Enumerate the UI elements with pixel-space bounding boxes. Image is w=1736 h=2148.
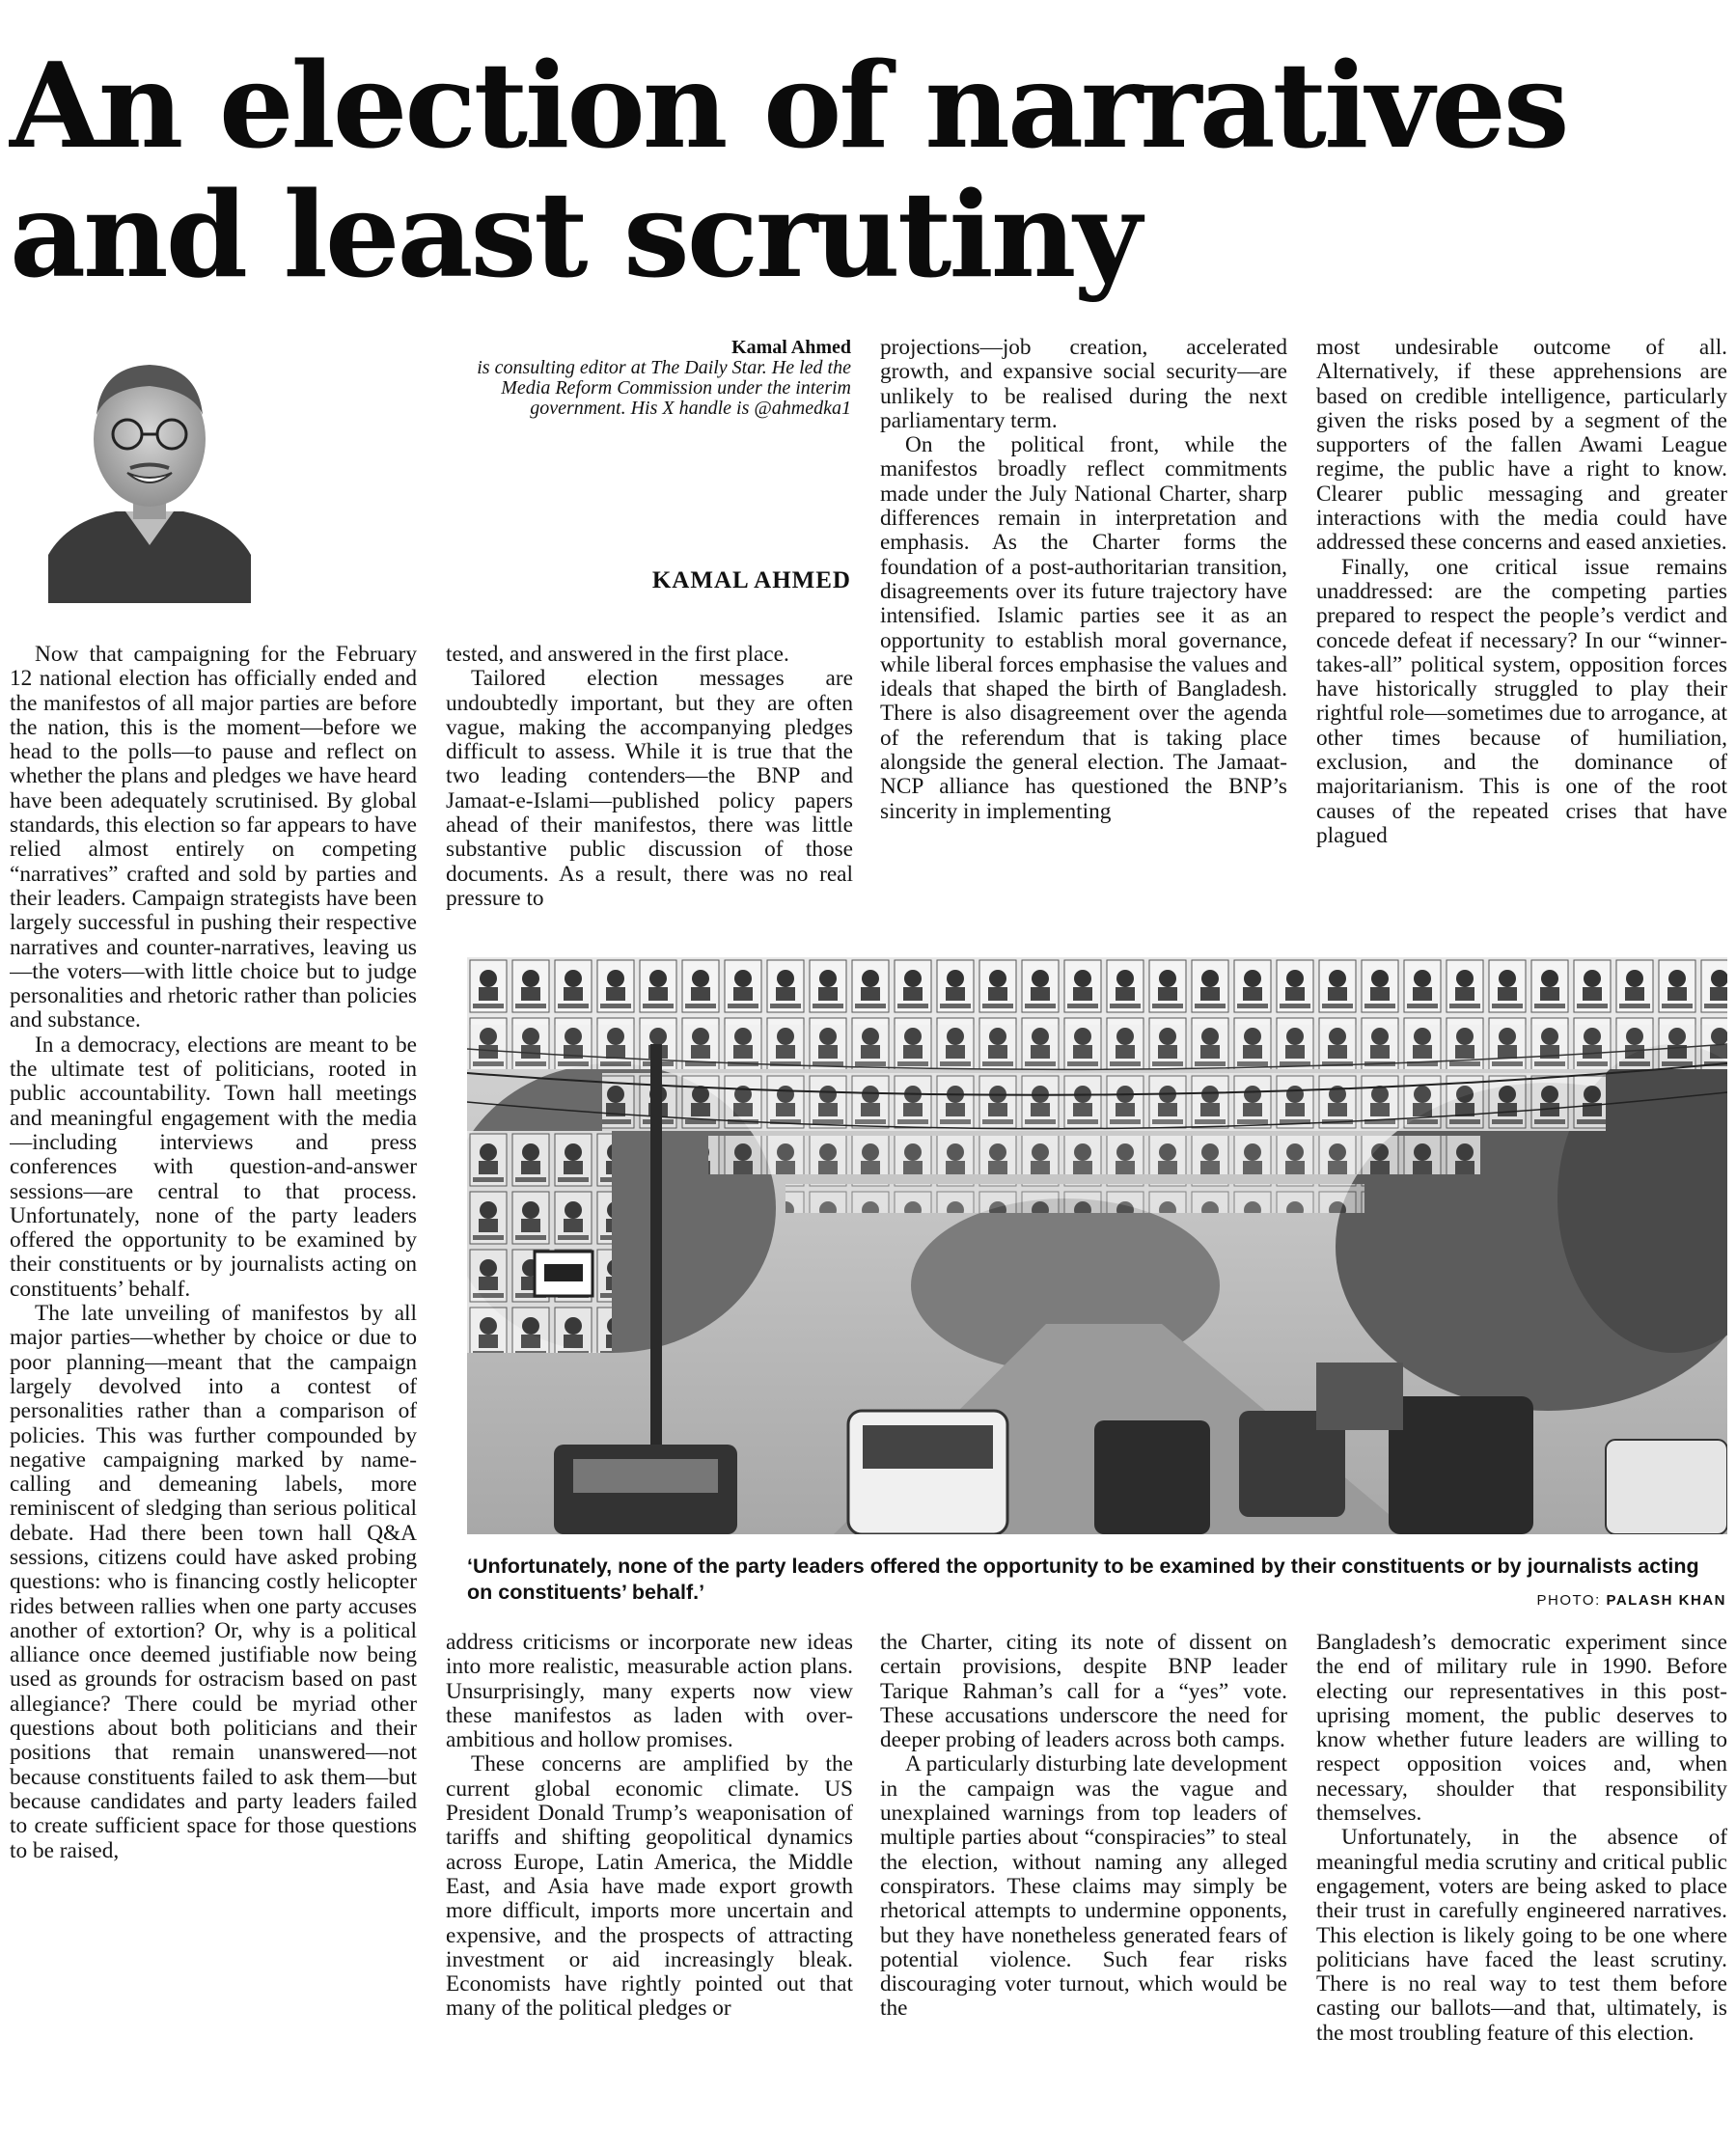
headline-line-1: An election of narratives [10, 36, 1567, 175]
byline: KAMAL AHMED [651, 567, 851, 593]
photo-credit [1537, 1592, 1726, 1609]
article-column-4-top [1316, 336, 1727, 939]
election-posters-street-image [467, 957, 1727, 1534]
street-photo [467, 957, 1727, 1534]
paragraph: These concerns are amplified by the current global economic climate. US President Donald Trump’s weaponisation of tariffs and shifting geopolitical dynamics across Europe, Latin America, the Middle East, and Asia have made export growth more difficult, imports more uncertain and expensive, and the prospects of attracting investment or aid increasingly bleak. Economists have rightly pointed out that many of the political pledges or [446, 1751, 853, 2022]
photo-credit-name: PALASH KHAN [1606, 1592, 1726, 1609]
author-portrait-illustration [48, 338, 251, 603]
paragraph: The late unveiling of manifestos by all major parties—whether by choice or due to poor planning—meant that the campaign largely devolved into a contest of personalities rather than a comparison of policies. This was further compounded by negative campaigning marked by name-calling and demeaning labels, more reminiscent of sledging than serious political debate. Had there been town hall Q&A sessions, citizens could have asked probing questions: who is financing costly helicopter rides between rallies when one party accuses another of extortion? Or, why is a political alliance once deemed justifiable now being used as grounds for ostracism based on past allegiance? There could be myriad other questions about both politicians and their positions that remain unanswered—not because constituents failed to ask them—but because candidates and party leaders failed to create sufficient space for those questions to be raised, [10, 1301, 417, 1863]
paragraph: projections—job creation, accelerated growth, and expansive social security—are unlikely to be realised during the next parliamentary term. [880, 336, 1287, 433]
photo-caption: ‘Unfortunately, none of the party leaders offered the opportunity to be examined by their constituents or by journalists acting on constituents’ behalf.’ [467, 1555, 1699, 1604]
author-name: Kamal Ahmed [731, 337, 851, 358]
headline [10, 36, 1708, 304]
headline-line-2: and least scrutiny [10, 165, 1140, 304]
paragraph: A particularly disturbing late development in the campaign was the vague and unexplained warnings from top leaders of multiple parties about “conspiracies” to steal the election, without naming any alleged conspirators. These claims may simply be rhetorical attempts to undermine opponents, but they have nonetheless generated fears of potential violence. Such fear risks discouraging voter turnout, which would be the [880, 1751, 1287, 2022]
paragraph: Bangladesh’s democratic experiment since the end of military rule in 1990. Before electing our representatives in this post-uprising moment, the public deserves to know whether future leaders are willing to respect opposition voices and, when necessary, shoulder that responsibility themselves. [1316, 1631, 1727, 1827]
paragraph: On the political front, while the manifestos broadly reflect commitments made under the July National Charter, sharp differences remain in interpretation and emphasis. As the Charter forms the foundation of a post-authoritarian transition, disagreements over its future trajectory have intensified. Islamic parties see it as an opportunity to establish moral governance, while liberal forces emphasise the values and ideals that shaped the birth of Bangladesh. There is also disagreement over the agenda of the referendum that is taking place alongside the general election. The Jamaat-NCP alliance has questioned the BNP’s sincerity in implementing [880, 432, 1287, 824]
author-portrait [48, 338, 251, 603]
author-info [434, 338, 851, 419]
article-column-4-bottom [1316, 1631, 1727, 2145]
paragraph: the Charter, citing its note of dissent on certain provisions, despite BNP leader Tarique Rahman’s call for a “yes” vote. These accusations underscore the need for deeper probing of leaders across both camps. [880, 1631, 1287, 1753]
paragraph: most undesirable outcome of all. Alternatively, if these apprehensions are based on credible intelligence, particularly given the risks posed by a segment of the supporters of the fallen Awami League regime, the public have a right to know. Clearer public messaging and greater interactions with the media could have addressed these concerns and eased anxieties. [1316, 336, 1727, 556]
paragraph: address criticisms or incorporate new ideas into more realistic, measurable action plans. Unsurprisingly, many experts now view these manifestos as laden with over-ambitious and hollow promises. [446, 1631, 853, 1753]
article-column-3-bottom [880, 1631, 1287, 2145]
article-column-1 [10, 643, 417, 2143]
paragraph: In a democracy, elections are meant to be the ultimate test of politicians, rooted in public accountability. Town hall meetings and meaningful engagement with the media—including interviews and press conferences with question-and-answer sessions—are central to that process. Unfortunately, none of the party leaders offered the opportunity to be examined by their constituents or by journalists acting on constituents’ behalf. [10, 1032, 417, 1302]
article-column-2-bottom [446, 1631, 853, 2145]
paragraph: Now that campaigning for the February 12 national election has officially ended and the manifestos of all major parties are before the nation, this is the moment—before we head to the polls—to pause and reflect on whether the plans and pledges we have heard have been adequately scrutinised. By global standards, this election so far appears to have relied almost entirely on competing “narratives” crafted and sold by parties and their leaders. Campaign strategists have been largely successful in pushing their respective narratives and counter-narratives, leaving us—the voters—with little choice but to judge personalities and rhetoric rather than policies and substance. [10, 643, 417, 1033]
article-column-2-top [446, 643, 853, 942]
paragraph: Finally, one critical issue remains unaddressed: are the competing parties prepared to respect the people’s verdict and concede defeat if necessary? In our “winner-takes-all” political system, opposition forces have historically struggled to play their rightful role—sometimes due to arrogance, at other times because of humiliation, exclusion, and the dominance of majoritarianism. This is one of the root causes of the repeated crises that have plagued [1316, 554, 1727, 848]
paragraph: tested, and answered in the first place. [446, 643, 789, 667]
article-column-3-top [880, 336, 1287, 939]
paragraph: Tailored election messages are undoubtedly important, but they are often vague, making the accompanying pledges difficult to assess. While it is true that the two leading contenders—the BNP and Jamaat-e-Islami—published policy papers ahead of their manifestos, there was little substantive public discussion of those documents. As a result, there was no real pressure to [446, 666, 853, 911]
paragraph: Unfortunately, in the absence of meaningful media scrutiny and critical public engagement, voters are being asked to place their trust in carefully engineered narratives. This election is likely going to be one where politicians have faced the least scrutiny. There is no real way to test them before casting our ballots—and that, ultimately, is the most troubling feature of this election. [1316, 1825, 1727, 2046]
author-bio: is consulting editor at The Daily Star. He led the Media Reform Commission under the interim government. His X handle is @ahmedka1 [477, 357, 851, 419]
photo-credit-label: PHOTO: [1536, 1592, 1601, 1609]
